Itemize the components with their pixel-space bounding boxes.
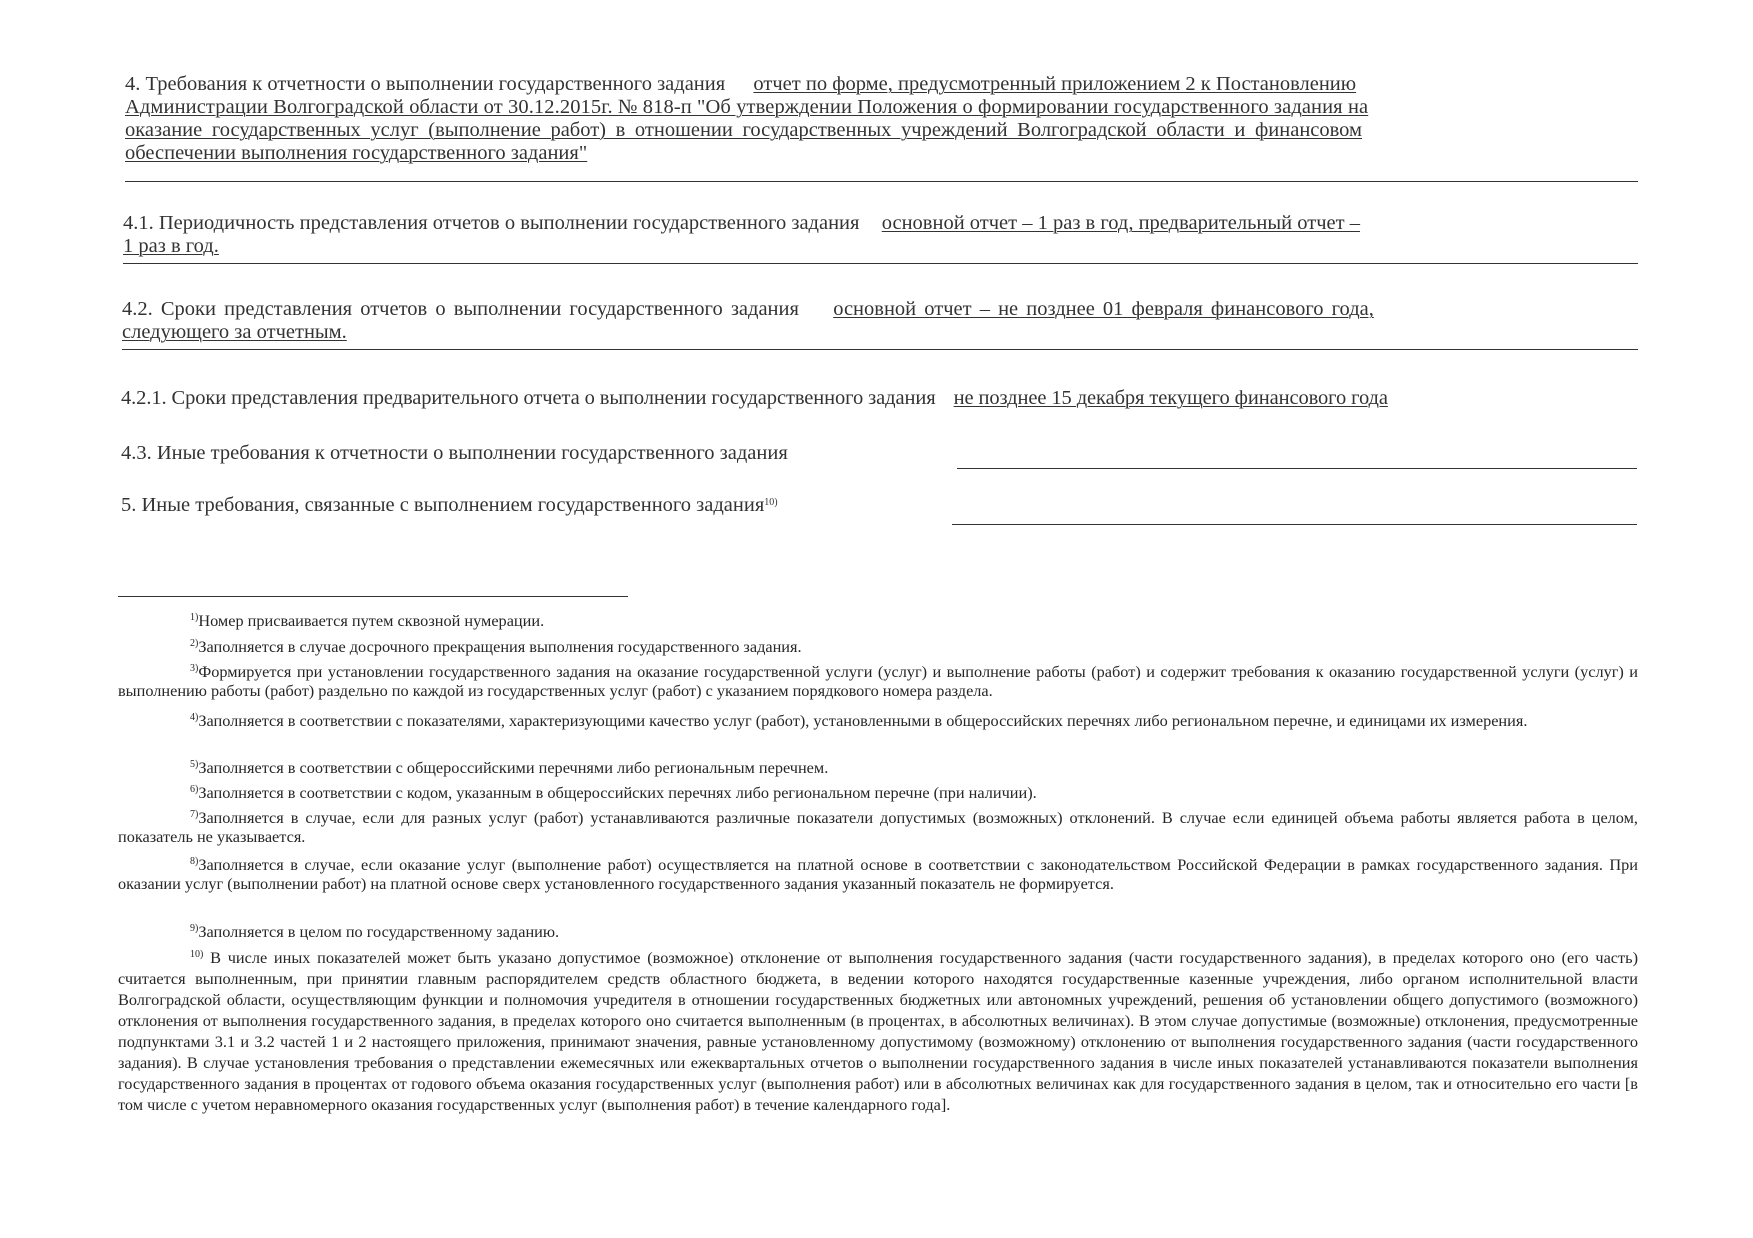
footnote-4-mark: 4) — [190, 712, 199, 723]
section-5-footnote-ref: 10) — [764, 497, 778, 508]
footnote-separator — [118, 596, 628, 597]
footnote-3 — [118, 662, 1638, 700]
footnote-4-text: Заполняется в соответствии с показателями, характеризующими качество услуг (работ), установленными в общероссийских перечнях либо региональном перечне, и единицами их измерения. — [198, 711, 1528, 730]
footnote-2-text: Заполняется в случае досрочного прекращения выполнения государственного задания. — [198, 637, 802, 656]
section-4-2 — [122, 298, 1642, 344]
section-4-1-underline — [123, 263, 1638, 264]
section-4-value-line2: Администрации Волгоградской области от 30.12.2015г. № 818-п "Об утверждении Положения о формировании государственного задания на — [125, 96, 1369, 118]
footnote-5 — [118, 758, 1638, 777]
section-4-2-value-line1: основной отчет – не позднее 01 февраля финансового года, — [833, 298, 1374, 320]
footnote-1-mark: 1) — [190, 612, 199, 623]
section-4-1 — [123, 212, 1643, 258]
footnote-1-text: Номер присваивается путем сквозной нумерации. — [198, 611, 545, 630]
footnote-7-mark: 7) — [190, 809, 199, 820]
section-4-2-1 — [121, 387, 1641, 410]
section-4-underline — [125, 181, 1638, 182]
section-4-1-value-line2: 1 раз в год. — [123, 235, 219, 257]
section-4-2-label: 4.2. Сроки представления отчетов о выполнении государственного задания — [122, 298, 799, 320]
footnote-6 — [118, 783, 1638, 802]
footnote-9-text: Заполняется в целом по государственному заданию. — [198, 922, 560, 941]
footnote-3-mark: 3) — [190, 663, 199, 674]
section-4-2-1-label: 4.2.1. Сроки представления предварительного отчета о выполнении государственного задания — [121, 387, 936, 409]
footnote-2 — [118, 637, 1638, 656]
footnote-7 — [118, 808, 1638, 846]
section-4-2-1-value: не позднее 15 декабря текущего финансового года — [953, 387, 1388, 409]
footnote-6-text: Заполняется в соответствии с кодом, указанным в общероссийских перечнях либо региональном перечне (при наличии). — [198, 783, 1037, 802]
section-4-3-blank-line — [957, 468, 1637, 469]
footnote-4 — [118, 711, 1638, 730]
footnote-9 — [118, 922, 1638, 941]
section-4-label: 4. Требования к отчетности о выполнении государственного задания — [125, 73, 726, 95]
footnote-10-text: В числе иных показателей может быть указано допустимое (возможное) отклонение от выполнения государственного задания (части государственного задания), в пределах которого оно (его часть) считается выполненным, при принятии главным распорядителем средств областного бюджета, в ведении которого находятся государственные казенные учреждения, либо органом исполнительной власти Волгоградской области, осуществляющим функции и полномочия учредителя в отношении государственных бюджетных или автономных учреждений, решения об установлении общего допустимого (возможного) отклонения от выполнения государственного задания, в пределах которого оно считается выполненным (в процентах, в абсолютных величинах). В этом случае допустимые (возможные) отклонения, предусмотренные подпунктами 3.1 и 3.2 частей 1 и 2 настоящего приложения, принимают значения, равные установленному допустимому (возможному) отклонению от выполнения государственного задания (части государственного задания). В случае установления требования о представлении ежемесячных или ежеквартальных отчетов о выполнении государственного задания в числе иных показателей устанавливаются показатели выполнения государственного задания в процентах от годового объема оказания государственных услуг (выполнения работ) или в абсолютных величинах как для государственного задания в целом, так и относительно его части [в том числе с учетом неравномерного оказания государственных услуг (выполнения работ) в течение календарного года]. — [118, 948, 1638, 1114]
section-4-2-underline — [122, 349, 1638, 350]
footnote-8-text: Заполняется в случае, если оказание услуг (выполнение работ) осуществляется на платной основе в соответствии с законодательством Российской Федерации в рамках государственного задания. При оказании услуг (выполнении работ) на платной основе сверх установленного государственного задания указанный показатель не формируется. — [118, 855, 1638, 893]
footnote-5-text: Заполняется в соответствии с общероссийскими перечнями либо региональным перечнем. — [198, 758, 829, 777]
section-4-value-line4: обеспечении выполнения государственного задания" — [125, 142, 588, 164]
section-4-1-value-line1: основной отчет – 1 раз в год, предварительный отчет – — [881, 212, 1360, 234]
footnote-5-mark: 5) — [190, 759, 199, 770]
section-5 — [121, 494, 1021, 517]
section-4-3 — [121, 442, 1021, 465]
footnote-1 — [118, 611, 1638, 630]
footnote-7-text: Заполняется в случае, если для разных услуг (работ) устанавливаются различные показатели допустимых (возможных) отклонений. В случае если единицей объема работы является работа в целом, показатель не указывается. — [118, 808, 1638, 846]
footnote-3-text: Формируется при установлении государственного задания на оказание государственной услуги (услуг) и выполнение работы (работ) и содержит требования к оказанию государственной услуги (услуг) и выполнению работы (работ) раздельно по каждой из государственных услуг (работ) с указанием порядкового номера раздела. — [118, 662, 1638, 700]
footnote-10 — [118, 947, 1638, 1115]
section-4-value-line3: оказание государственных услуг (выполнение работ) в отношении государственных учреждений Волгоградской области и финансовом — [125, 119, 1363, 141]
section-4-2-value-line2: следующего за отчетным. — [122, 321, 347, 343]
section-5-label: 5. Иные требования, связанные с выполнением государственного задания — [121, 494, 765, 516]
footnote-8 — [118, 855, 1638, 893]
footnote-10-mark: 10) — [190, 949, 204, 960]
footnote-2-mark: 2) — [190, 638, 199, 649]
section-4 — [125, 73, 1645, 165]
section-4-3-label: 4.3. Иные требования к отчетности о выполнении государственного задания — [121, 442, 788, 464]
footnote-6-mark: 6) — [190, 784, 199, 795]
section-4-1-label: 4.1. Периодичность представления отчетов о выполнении государственного задания — [123, 212, 860, 234]
section-5-blank-line — [952, 524, 1637, 525]
section-4-value-line1: отчет по форме, предусмотренный приложением 2 к Постановлению — [753, 73, 1357, 95]
footnote-8-mark: 8) — [190, 856, 199, 867]
footnote-9-mark: 9) — [190, 923, 199, 934]
